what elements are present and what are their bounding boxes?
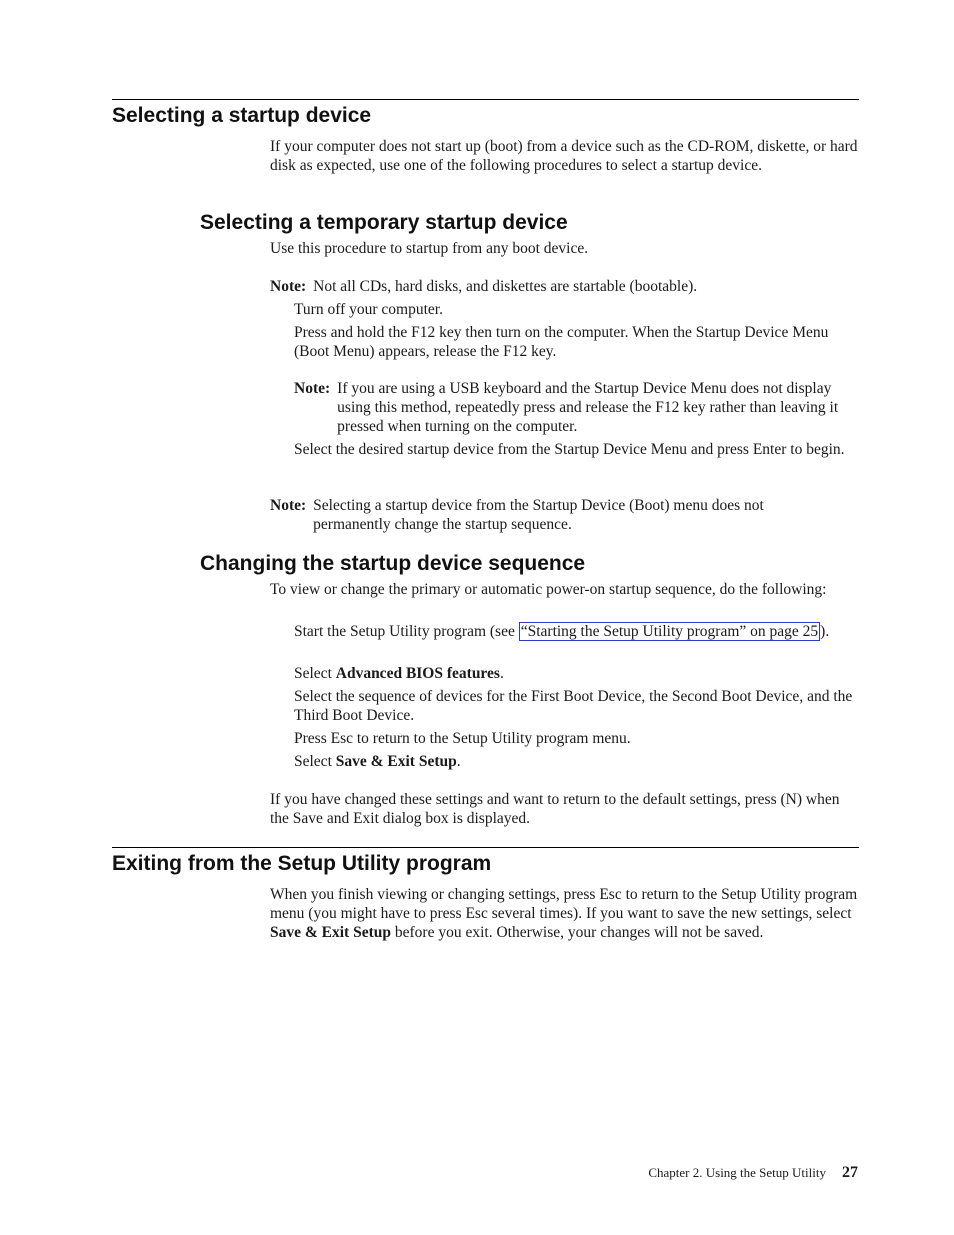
step-start-setup [294,623,859,642]
step-save-exit [294,753,859,772]
sequence-intro-paragraph: To view or change the primary or automatic power-on startup sequence, do the following: [270,581,827,598]
note-text: Not all CDs, hard disks, and diskettes are startable (bootable). [313,278,698,295]
paragraph-text: When you finish viewing or changing settings, press Esc to return to the Setup Utility program menu (you might have to press Esc several times). If you want to save the new settings, select [270,886,858,922]
note-text: Selecting a startup device from the Startup Device (Boot) menu does not permanently change the startup sequence. [313,497,764,533]
section-divider [112,99,859,100]
menu-item-name: Save & Exit Setup [335,753,457,770]
step-advanced-bios [294,665,859,684]
page-footer [648,1164,858,1182]
exiting-paragraph [270,886,860,942]
heading-temporary-startup-device: Selecting a temporary startup device [200,211,568,234]
step-turn-off: Turn off your computer. [294,301,443,318]
note-usb-keyboard [294,380,856,436]
note-permanent-sequence [270,497,835,535]
menu-item-name: Advanced BIOS features [335,665,500,682]
note-label: Note: [270,497,307,514]
sequence-outro-paragraph: If you have changed these settings and want to return to the default settings, press (N) when the Save and Exit dialog box is displayed. [270,791,840,827]
paragraph-text: before you exit. Otherwise, your changes will not be saved. [391,923,764,941]
menu-item-name: Save & Exit Setup [270,923,391,941]
note-label: Note: [294,380,331,397]
step-text: ). [820,623,830,640]
note-text: If you are using a USB keyboard and the Startup Device Menu does not display using this method, repeatedly press and release the F12 key rather than leaving it pressed when turning on the computer. [337,380,839,435]
temporary-intro-paragraph: Use this procedure to startup from any boot device. [270,240,589,257]
step-text: . [499,665,504,682]
step-boot-sequence: Select the sequence of devices for the First Boot Device, the Second Boot Device, and the Third Boot Device. [294,688,853,724]
section-divider [112,847,859,848]
step-select-device: Select the desired startup device from the Startup Device Menu and press Enter to begin. [294,441,845,458]
step-text: Select [294,665,336,682]
startup-intro-paragraph: If your computer does not start up (boot) from a device such as the CD-ROM, diskette, or hard disk as expected, use one of the following procedures to select a startup device. [270,138,858,174]
step-press-f12: Press and hold the F12 key then turn on the computer. When the Startup Device Menu (Boot Menu) appears, release the F12 key. [294,324,829,360]
heading-changing-sequence: Changing the startup device sequence [200,552,586,575]
step-text: Select [294,753,336,770]
note-label: Note: [270,278,307,295]
step-text: . [456,753,461,770]
heading-exiting-setup: Exiting from the Setup Utility program [112,852,492,875]
page-number: 27 [842,1164,858,1181]
step-press-esc: Press Esc to return to the Setup Utility program menu. [294,730,631,747]
cross-reference-link[interactable]: “Starting the Setup Utility program” on page 25 [520,623,819,640]
heading-selecting-startup-device: Selecting a startup device [112,104,372,127]
note-bootable [270,278,860,297]
step-text: Start the Setup Utility program (see [294,623,519,640]
footer-chapter-title: Chapter 2. Using the Setup Utility [648,1165,826,1180]
